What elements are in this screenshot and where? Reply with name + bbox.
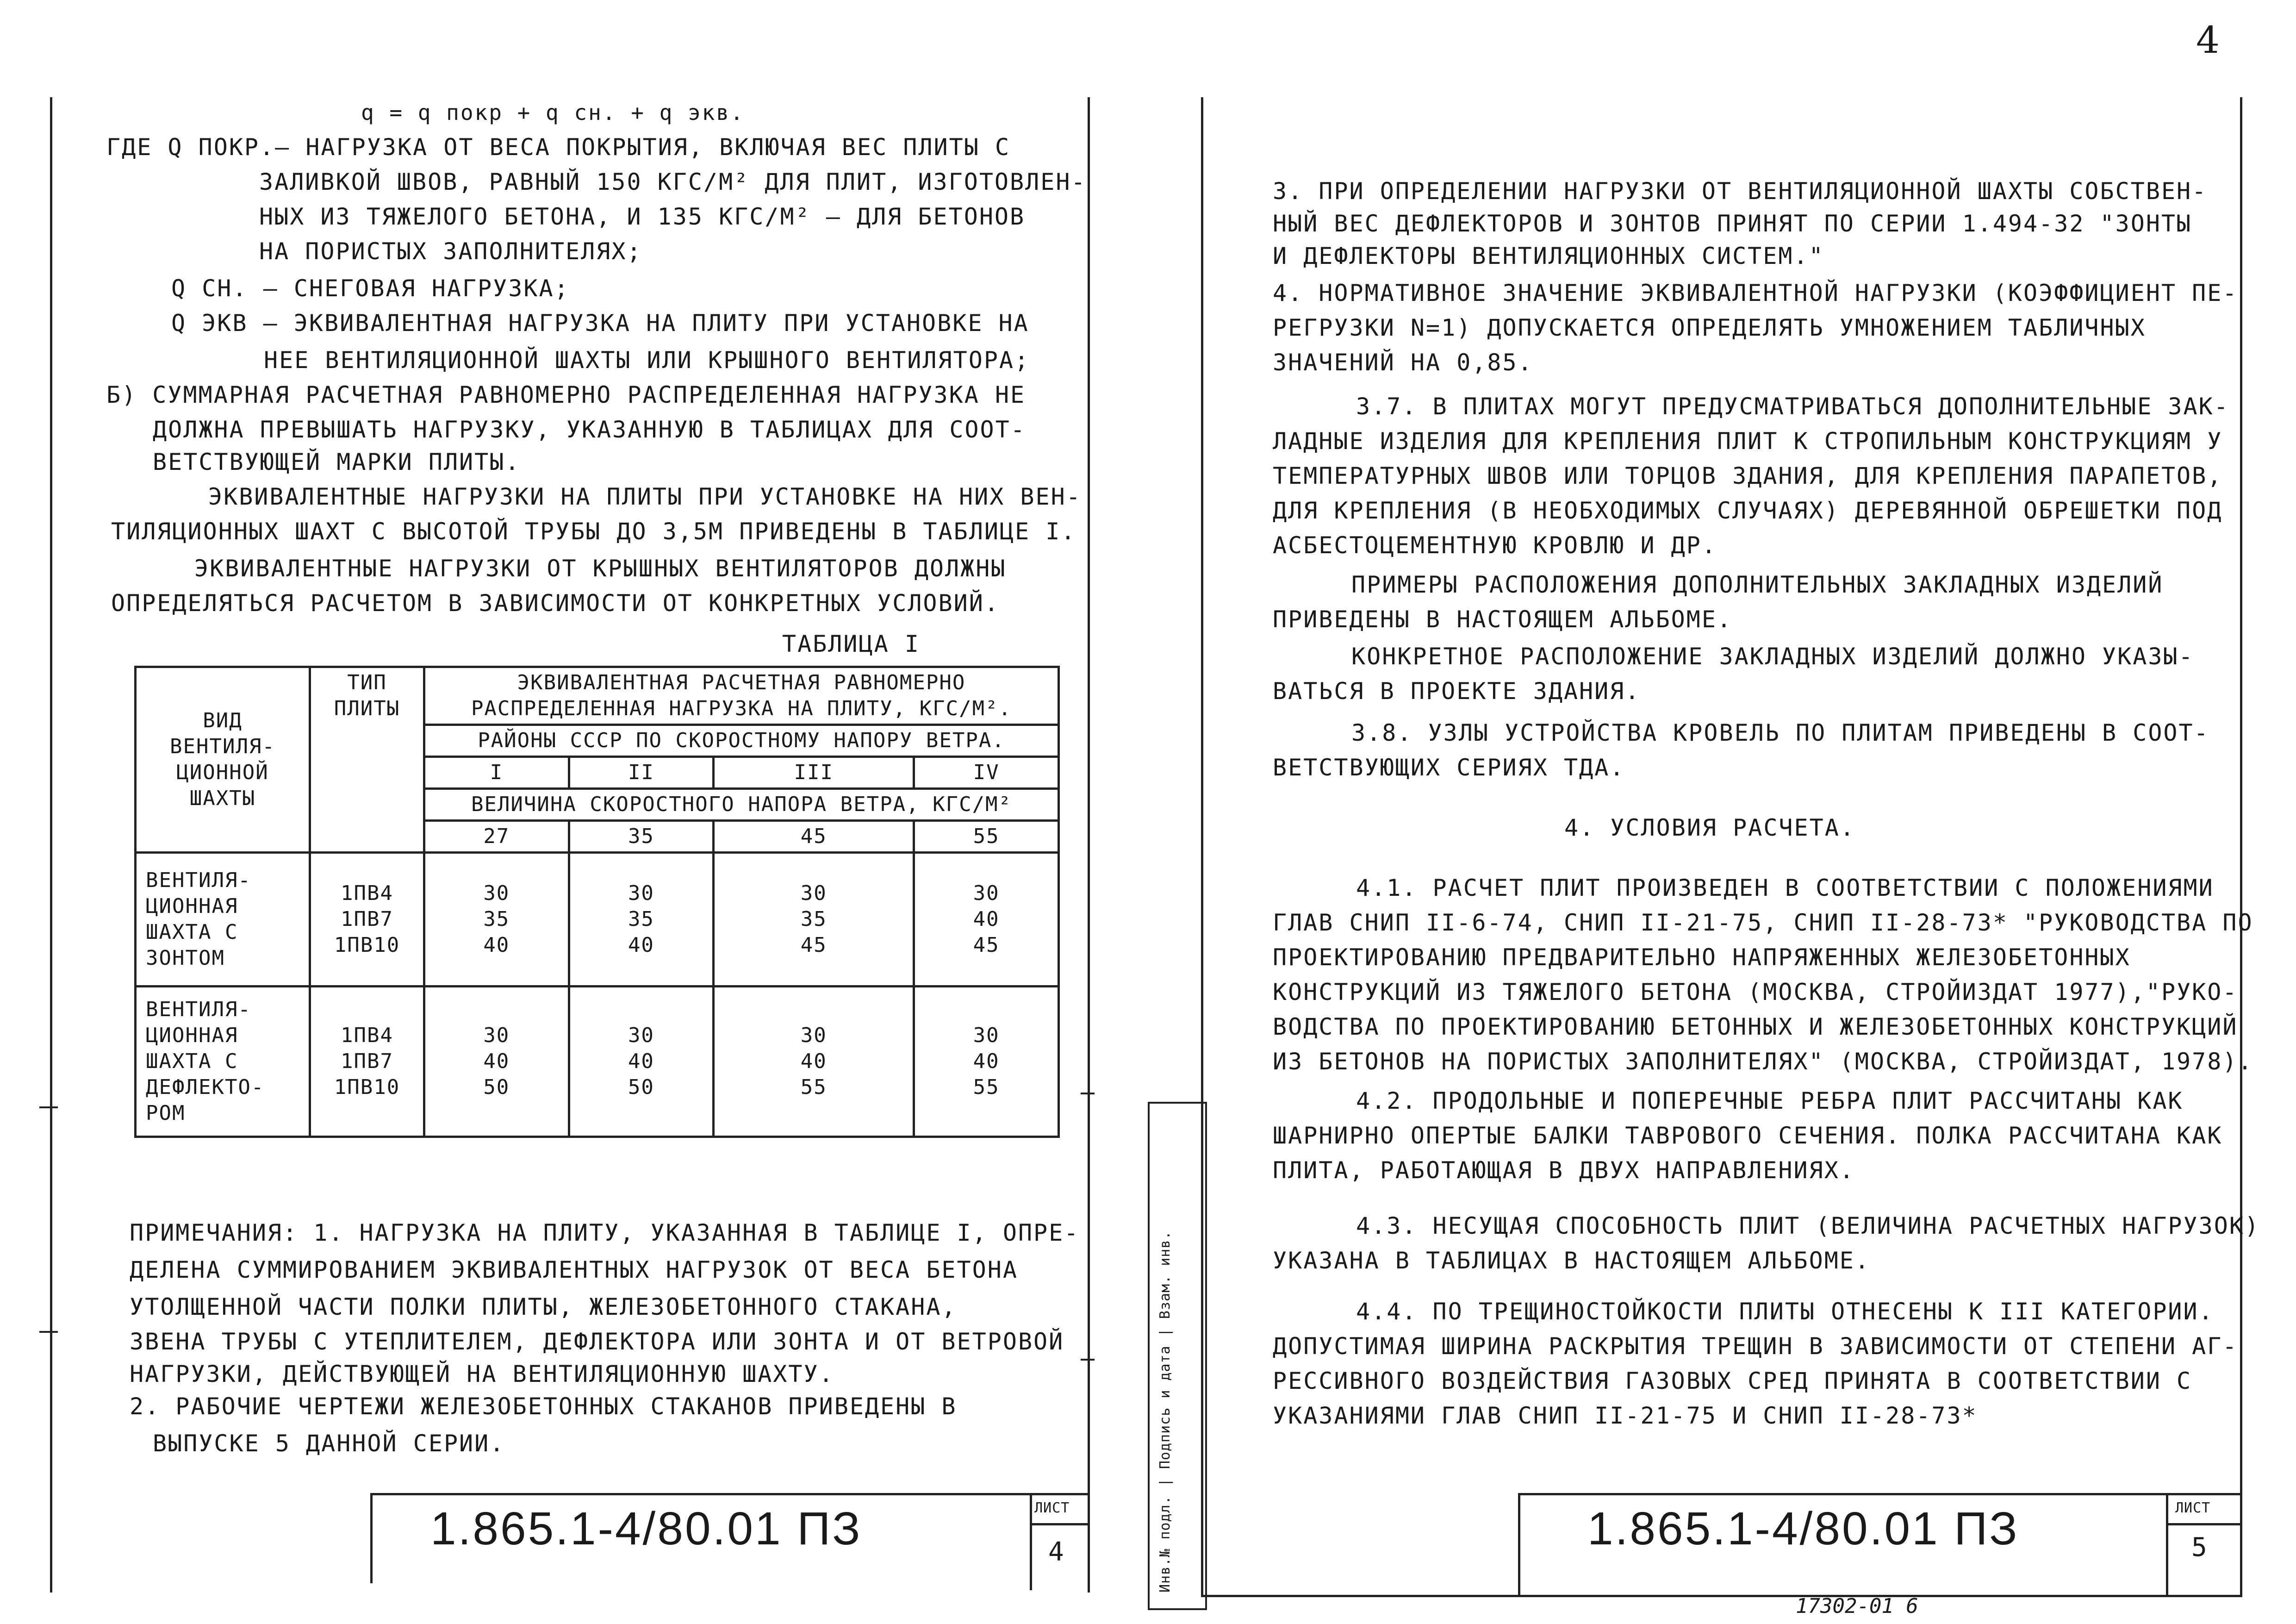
right-line-20: ГЛАВ СНИП II-6-74, СНИП II-21-75, СНИП II-28-73* "РУКОВОДСТВА ПО [1273,909,2253,936]
left-line-14: ОПРЕДЕЛЯТЬСЯ РАСЧЕТОМ В ЗАВИСИМОСТИ ОТ КОНКРЕТНЫХ УСЛОВИЙ. [111,590,1000,617]
right-line-21: ПРОЕКТИРОВАНИЮ ПРЕДВАРИТЕЛЬНО НАПРЯЖЕННЫХ ЖЕЛЕЗОБЕТОННЫХ [1273,944,2131,971]
left-line-9: ДОЛЖНА ПРЕВЫШАТЬ НАГРУЗКУ, УКАЗАННУЮ В ТАБЛИЦАХ ДЛЯ СООТ- [153,416,1026,443]
left-line-10: ВЕТСТВУЮЩЕЙ МАРКИ ПЛИТЫ. [153,449,521,475]
right-line-28: 4.3. НЕСУЩАЯ СПОСОБНОСТЬ ПЛИТ (ВЕЛИЧИНА РАСЧЕТНЫХ НАГРУЗОК) [1356,1212,2260,1239]
main-header: ЭКВИВАЛЕНТНАЯ РАСЧЕТНАЯ РАВНОМЕРНО РАСПРЕДЕЛЕННАЯ НАГРУЗКА НА ПЛИТУ, КГС/М². [424,667,1059,725]
pressure-3: 45 [714,821,914,853]
right-line-14: КОНКРЕТНОЕ РАСПОЛОЖЕНИЕ ЗАКЛАДНЫХ ИЗДЕЛИЙ ДОЛЖНО УКАЗЫ- [1351,643,2194,670]
right-line-17: ВЕТСТВУЮЩИХ СЕРИЯХ ТДА. [1273,754,1625,781]
section-4-heading: 4. УСЛОВИЯ РАСЧЕТА. [1564,814,1855,841]
right-margin-tick-2 [1081,1359,1095,1361]
left-line-12: ТИЛЯЦИОННЫХ ШАХТ С ВЫСОТОЙ ТРУБЫ ДО 3,5М ПРИВЕДЕНЫ В ТАБЛИЦЕ I. [111,518,1076,545]
group-1-region-2-values: 30 35 40 [569,853,714,987]
note-line-5: НАГРУЗКИ, ДЕЙСТВУЮЩЕЙ НА ВЕНТИЛЯЦИОННУЮ ШАХТУ. [130,1361,834,1387]
left-sheet-number: 4 [1048,1537,1064,1567]
col-header-shaft-type: ВИД ВЕНТИЛЯ- ЦИОННОЙ ШАХТЫ [136,667,310,853]
right-line-22: КОНСТРУКЦИЙ ИЗ ТЯЖЕЛОГО БЕТОНА (МОСКВА, СТРОЙИЗДАТ 1977),"РУКО- [1273,979,2238,1006]
pressure-4: 55 [914,821,1059,853]
group-2-region-2-values: 30 40 50 [569,987,714,1137]
group-1-name: ВЕНТИЛЯ- ЦИОННАЯ ШАХТА С ЗОНТОМ [136,853,310,987]
right-line-31: ДОПУСТИМАЯ ШИРИНА РАСКРЫТИЯ ТРЕЩИН В ЗАВИСИМОСТИ ОТ СТЕПЕНИ АГ- [1273,1333,2238,1360]
page-number-top: 4 [2196,19,2220,62]
right-line-7: 3.7. В ПЛИТАХ МОГУТ ПРЕДУСМАТРИВАТЬСЯ ДОПОЛНИТЕЛЬНЫЕ ЗАК- [1356,393,2229,420]
group-1-region-1-values: 30 35 40 [424,853,569,987]
right-line-19: 4.1. РАСЧЕТ ПЛИТ ПРОИЗВЕДЕН В СООТВЕТСТВИИ С ПОЛОЖЕНИЯМИ [1356,874,2214,901]
right-title-divider [2166,1493,2168,1595]
right-line-3: И ДЕФЛЕКТОРЫ ВЕНТИЛЯЦИОННЫХ СИСТЕМ." [1273,243,1824,269]
region-3: III [714,757,914,789]
right-line-33: УКАЗАНИЯМИ ГЛАВ СНИП II-21-75 И СНИП II-28-73* [1273,1402,1978,1429]
equivalent-load-table [134,666,1060,1138]
left-sheet-label: ЛИСТ [1034,1500,1070,1516]
note-line-6: 2. РАБОЧИЕ ЧЕРТЕЖИ ЖЕЛЕЗОБЕТОННЫХ СТАКАНОВ ПРИВЕДЕНЫ В [130,1393,957,1420]
right-page-right-border [2240,97,2242,1597]
group-2-region-3-values: 30 40 55 [714,987,914,1137]
region-2: II [569,757,714,789]
left-line-8: Б) СУММАРНАЯ РАСЧЕТНАЯ РАВНОМЕРНО РАСПРЕДЕЛЕННАЯ НАГРУЗКА НЕ [106,381,1026,408]
left-page-left-border [50,97,52,1593]
left-line-1: ГДЕ Q ПОКР.– НАГРУЗКА ОТ ВЕСА ПОКРЫТИЯ, ВКЛЮЧАЯ ВЕС ПЛИТЫ С [106,134,1011,161]
right-line-2: НЫЙ ВЕС ДЕФЛЕКТОРОВ И ЗОНТОВ ПРИНЯТ ПО СЕРИИ 1.494-32 "ЗОНТЫ [1273,210,2192,237]
left-title-sheet-divider [1030,1523,1088,1525]
group-2-region-4-values: 30 40 55 [914,987,1059,1137]
right-designation: 1.865.1-4/80.01 ПЗ [1587,1503,2019,1555]
right-line-32: РЕССИВНОГО ВОЗДЕЙСТВИЯ ГАЗОВЫХ СРЕД ПРИНЯТА В СООТВЕТСТВИИ С [1273,1368,2192,1394]
right-line-25: 4.2. ПРОДОЛЬНЫЕ И ПОПЕРЕЧНЫЕ РЕБРА ПЛИТ РАССЧИТАНЫ КАК [1356,1087,2184,1114]
left-margin-tick-1 [39,1106,58,1108]
right-line-23: ВОДСТВА ПО ПРОЕКТИРОВАНИЮ БЕТОННЫХ И ЖЕЛЕЗОБЕТОННЫХ КОНСТРУКЦИЙ [1273,1013,2238,1040]
right-line-29: УКАЗАНА В ТАБЛИЦАХ В НАСТОЯЩЕМ АЛЬБОМЕ. [1273,1247,1870,1274]
region-1: I [424,757,569,789]
table-row [136,987,1059,1137]
right-line-30: 4.4. ПО ТРЕЩИНОСТОЙКОСТИ ПЛИТЫ ОТНЕСЕНЫ К III КАТЕГОРИИ. [1356,1298,2214,1325]
left-line-4: НА ПОРИСТЫХ ЗАПОЛНИТЕЛЯХ; [259,238,642,265]
right-line-9: ТЕМПЕРАТУРНЫХ ШВОВ ИЛИ ТОРЦОВ ЗДАНИЯ, ДЛЯ КРЕПЛЕНИЯ ПАРАПЕТОВ, [1273,462,2223,489]
pressure-header: ВЕЛИЧИНА СКОРОСТНОГО НАПОРА ВЕТРА, КГС/М² [424,789,1059,821]
group-1-region-4-values: 30 40 45 [914,853,1059,987]
left-margin-tick-2 [39,1331,58,1333]
group-2-region-1-values: 30 40 50 [424,987,569,1137]
note-line-2: ДЕЛЕНА СУММИРОВАНИЕМ ЭКВИВАЛЕНТНЫХ НАГРУЗОК ОТ ВЕСА БЕТОНА [130,1256,1018,1283]
right-margin-tick-1 [1081,1093,1095,1094]
right-line-27: ПЛИТА, РАБОТАЮЩАЯ В ДВУХ НАПРАВЛЕНИЯХ. [1273,1157,1855,1184]
right-line-12: ПРИМЕРЫ РАСПОЛОЖЕНИЯ ДОПОЛНИТЕЛЬНЫХ ЗАКЛАДНЫХ ИЗДЕЛИЙ [1351,571,2164,598]
side-stamp-text: Инв.№ подл. | Подпись и дата | Взам. инв. [1157,1230,1173,1593]
pressure-1: 27 [424,821,569,853]
left-line-13: ЭКВИВАЛЕНТНЫЕ НАГРУЗКИ ОТ КРЫШНЫХ ВЕНТИЛЯТОРОВ ДОЛЖНЫ [194,555,1007,582]
region-4: IV [914,757,1059,789]
right-title-sheet-divider [2166,1523,2240,1525]
regions-header: РАЙОНЫ СССР ПО СКОРОСТНОМУ НАПОРУ ВЕТРА. [424,725,1059,757]
right-line-5: РЕГРУЗКИ N=1) ДОПУСКАЕТСЯ ОПРЕДЕЛЯТЬ УМНОЖЕНИЕМ ТАБЛИЧНЫХ [1273,314,2146,341]
left-line-11: ЭКВИВАЛЕНТНЫЕ НАГРУЗКИ НА ПЛИТЫ ПРИ УСТАНОВКЕ НА НИХ ВЕН- [208,483,1082,510]
left-line-2: ЗАЛИВКОЙ ШВОВ, РАВНЫЙ 150 КГС/М² ДЛЯ ПЛИТ, ИЗГОТОВЛЕН- [259,169,1087,195]
left-page-right-border [1088,97,1090,1593]
right-sheet-label: ЛИСТ [2175,1500,2211,1516]
right-line-11: АСБЕСТОЦЕМЕНТНУЮ КРОВЛЮ И ДР. [1273,532,1717,559]
right-line-24: ИЗ БЕТОНОВ НА ПОРИСТЫХ ЗАПОЛНИТЕЛЯХ" (МОСКВА, СТРОЙИЗДАТ, 1978). [1273,1048,2253,1075]
right-line-13: ПРИВЕДЕНЫ В НАСТОЯЩЕМ АЛЬБОМЕ. [1273,606,1733,633]
left-line-6: Q ЭКВ – ЭКВИВАЛЕНТНАЯ НАГРУЗКА НА ПЛИТУ ПРИ УСТАНОВКЕ НА [171,310,1029,337]
group-1-region-3-values: 30 35 45 [714,853,914,987]
col-header-plate-type: ТИП ПЛИТЫ [310,667,424,853]
left-designation: 1.865.1-4/80.01 ПЗ [430,1503,862,1555]
right-line-15: ВАТЬСЯ В ПРОЕКТЕ ЗДАНИЯ. [1273,678,1641,705]
archive-number: 17302-01 6 [1796,1594,1918,1618]
right-sheet-number: 5 [2191,1532,2207,1562]
left-line-3: НЫХ ИЗ ТЯЖЕЛОГО БЕТОНА, И 135 КГС/М² – ДЛЯ БЕТОНОВ [259,203,1026,230]
right-line-26: ШАРНИРНО ОПЕРТЫЕ БАЛКИ ТАВРОВОГО СЕЧЕНИЯ. ПОЛКА РАССЧИТАНА КАК [1273,1122,2223,1149]
note-line-4: ЗВЕНА ТРУБЫ С УТЕПЛИТЕЛЕМ, ДЕФЛЕКТОРА ИЛИ ЗОНТА И ОТ ВЕТРОВОЙ [130,1328,1064,1355]
right-line-16: 3.8. УЗЛЫ УСТРОЙСТВА КРОВЕЛЬ ПО ПЛИТАМ ПРИВЕДЕНЫ В СООТ- [1351,719,2209,746]
group-2-types: 1ПВ4 1ПВ7 1ПВ10 [310,987,424,1137]
group-2-name: ВЕНТИЛЯ- ЦИОННАЯ ШАХТА С ДЕФЛЕКТО- РОМ [136,987,310,1137]
left-line-5: Q СН. – СНЕГОВАЯ НАГРУЗКА; [171,275,570,302]
formula-line: q = q покр + q сн. + q экв. [361,100,745,125]
left-title-divider [1030,1493,1032,1590]
left-line-7: НЕЕ ВЕНТИЛЯЦИОННОЙ ШАХТЫ ИЛИ КРЫШНОГО ВЕНТИЛЯТОРА; [264,347,1030,374]
right-line-8: ЛАДНЫЕ ИЗДЕЛИЯ ДЛЯ КРЕПЛЕНИЯ ПЛИТ К СТРОПИЛЬНЫМ КОНСТРУКЦИЯМ У [1273,428,2223,455]
right-line-6: ЗНАЧЕНИЙ НА 0,85. [1273,349,1533,376]
note-line-1: ПРИМЕЧАНИЯ: 1. НАГРУЗКА НА ПЛИТУ, УКАЗАННАЯ В ТАБЛИЦЕ I, ОПРЕ- [130,1219,1080,1246]
right-line-4: 4. НОРМАТИВНОЕ ЗНАЧЕНИЕ ЭКВИВАЛЕНТНОЙ НАГРУЗКИ (КОЭФФИЦИЕНТ ПЕ- [1273,280,2238,306]
table-row [136,853,1059,987]
right-line-10: ДЛЯ КРЕПЛЕНИЯ (В НЕОБХОДИМЫХ СЛУЧАЯХ) ДЕРЕВЯННОЙ ОБРЕШЕТКИ ПОД [1273,497,2223,524]
right-line-1: 3. ПРИ ОПРЕДЕЛЕНИИ НАГРУЗКИ ОТ ВЕНТИЛЯЦИОННОЙ ШАХТЫ СОБСТВЕН- [1273,178,2208,205]
note-line-3: УТОЛЩЕННОЙ ЧАСТИ ПОЛКИ ПЛИТЫ, ЖЕЛЕЗОБЕТОННОГО СТАКАНА, [130,1293,957,1320]
note-line-7: ВЫПУСКЕ 5 ДАННОЙ СЕРИИ. [153,1430,505,1457]
pressure-2: 35 [569,821,714,853]
group-1-types: 1ПВ4 1ПВ7 1ПВ10 [310,853,424,987]
table-caption: ТАБЛИЦА I [782,631,920,657]
